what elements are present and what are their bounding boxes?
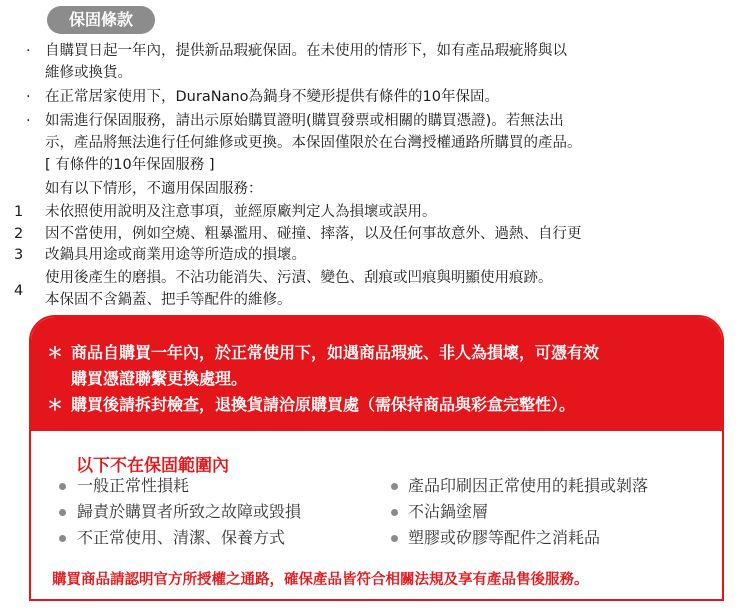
exclusion-item: 不沾鍋塗層 (408, 502, 489, 521)
bullet-dot-icon (59, 483, 66, 490)
asterisk-icon: ＊ (47, 343, 64, 362)
terms-line-1: 自購買日起一年內，提供新品瑕疵保固。在未使用的情形下，如有產品瑕疵將與以 (45, 43, 567, 59)
warranty-notice-box (29, 315, 724, 601)
terms-line-3: 在正常居家使用下，DuraNano為鍋身不變形提供有條件的10年保固。 (45, 89, 499, 105)
terms-line-5: 示，產品將無法進行任何維修或更換。本保固僅限於在台灣授權通路所購買的產品。 (45, 135, 582, 151)
number-marker-4: 4 (14, 283, 24, 299)
terms-line-4: 如需進行保固服務，請出示原始購買證明(購買發票或相關的購買憑證)。若無法出 (45, 113, 564, 129)
bullet-marker: · (26, 43, 31, 59)
exclusion-line-2: 因不當使用，例如空燒、粗暴濫用、碰撞、摔落，以及任何事故意外、過熱、自行更 (45, 226, 582, 242)
bullet-dot-icon (391, 509, 398, 516)
notice-line-2: 購買後請拆封檢查，退換貨請洽原購買處（需保持商品與彩盒完整性）。 (71, 395, 576, 414)
bullet-marker: · (26, 113, 31, 129)
exclusion-line-2-cont: 改鍋具用途或商業用途等所造成的損壞。 (45, 247, 306, 263)
number-marker-2: 2 (14, 226, 24, 242)
notice-line-1: 商品自購買一年內，於正常使用下，如遇商品瑕疵、非人為損壞，可憑有效 (71, 343, 600, 362)
exclusion-item: 歸責於購買者所致之故障或毀損 (77, 502, 302, 521)
exclusion-intro: 如有以下情形，不適用保固服務： (45, 181, 263, 197)
terms-line-2: 維修或換貨。 (45, 65, 132, 81)
exclusion-line-4: 本保固不含鍋蓋、把手等配件的維修。 (45, 292, 292, 308)
exclusion-line-1: 未依照使用說明及注意事項，並經原廠判定人為損壞或誤用。 (45, 204, 437, 220)
exclusion-item: 不正常使用、清潔、保養方式 (77, 528, 286, 547)
exclusion-item: 一般正常性損耗 (77, 476, 190, 495)
asterisk-icon: ＊ (47, 395, 64, 414)
bullet-dot-icon (391, 483, 398, 490)
warranty-terms-badge: 保固條款 (47, 6, 155, 34)
number-marker-1: 1 (14, 204, 24, 220)
authorized-channel-note: 購買商品請認明官方所授權之通路，確保產品皆符合相關法規及享有產品售後服務。 (52, 572, 589, 588)
number-marker-3: 3 (14, 247, 24, 263)
notice-header (31, 317, 722, 431)
exclusions-title: 以下不在保固範圍內 (76, 456, 229, 476)
conditional-warranty-heading: [ 有條件的10年保固服務 ] (45, 157, 215, 173)
bullet-dot-icon (391, 535, 398, 542)
bullet-dot-icon (59, 509, 66, 516)
exclusion-item: 塑膠或矽膠等配件之消耗品 (408, 528, 601, 547)
notice-line-1-cont: 購買憑證聯繫更換處理。 (71, 369, 248, 388)
exclusion-item: 產品印刷因正常使用的耗損或剝落 (408, 476, 649, 495)
exclusion-line-3: 使用後產生的磨損。不沾功能消失、污漬、變色、刮痕或凹痕與明顯使用痕跡。 (45, 270, 553, 286)
bullet-dot-icon (59, 535, 66, 542)
bullet-marker: · (26, 89, 31, 105)
